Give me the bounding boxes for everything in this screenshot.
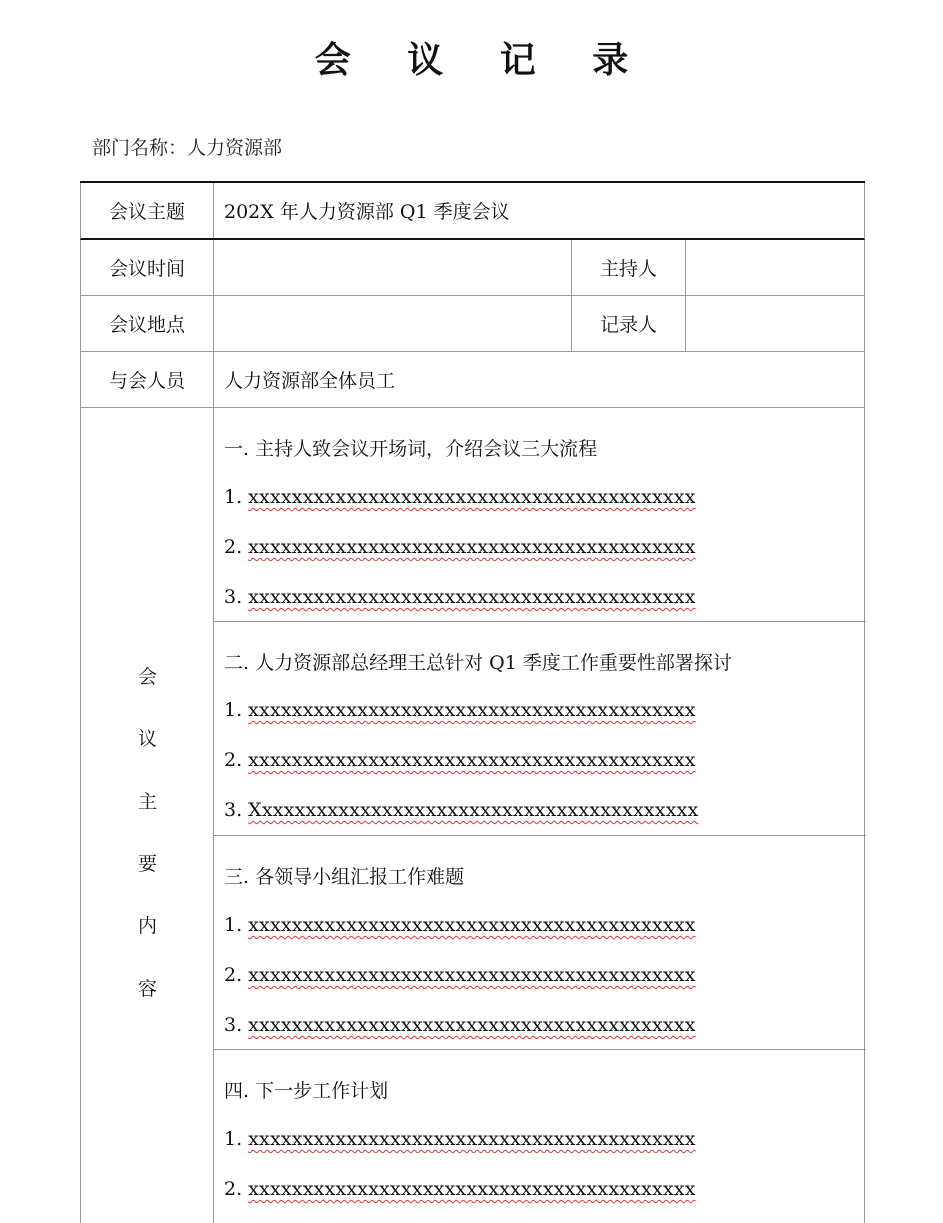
page-title: 会 议 记 录	[314, 40, 651, 81]
item-text[interactable]: xxxxxxxxxxxxxxxxxxxxxxxxxxxxxxxxxxxxxxxxx	[248, 1014, 696, 1036]
item-text[interactable]: xxxxxxxxxxxxxxxxxxxxxxxxxxxxxxxxxxxxxxxxx	[248, 586, 696, 608]
item-text[interactable]: xxxxxxxxxxxxxxxxxxxxxxxxxxxxxxxxxxxxxxxxx	[248, 486, 696, 508]
list-item[interactable]	[224, 1014, 696, 1036]
item-text[interactable]: xxxxxxxxxxxxxxxxxxxxxxxxxxxxxxxxxxxxxxxxx	[248, 536, 696, 558]
time-row	[80, 240, 865, 296]
meeting-record-table	[80, 181, 865, 1221]
list-item[interactable]	[224, 914, 696, 936]
list-item[interactable]	[224, 486, 696, 508]
section-heading[interactable]: 一. 主持人致会议开场词，介绍会议三大流程	[224, 438, 598, 460]
department-label: 部门名称：	[92, 137, 188, 159]
attendees-row	[80, 352, 865, 408]
item-text[interactable]: xxxxxxxxxxxxxxxxxxxxxxxxxxxxxxxxxxxxxxxxx	[248, 1128, 696, 1150]
section-heading[interactable]: 四. 下一步工作计划	[224, 1080, 389, 1102]
attendees-value[interactable]: 人力资源部全体员工	[224, 370, 396, 392]
content-label-char: 会	[137, 666, 157, 688]
item-text[interactable]: xxxxxxxxxxxxxxxxxxxxxxxxxxxxxxxxxxxxxxxxx	[248, 699, 696, 721]
recorder-value[interactable]	[686, 296, 866, 351]
content-label-char: 容	[137, 978, 157, 1000]
item-number: 1.	[224, 699, 243, 721]
list-item[interactable]	[224, 536, 696, 558]
item-number: 3.	[224, 586, 243, 608]
time-label: 会议时间	[81, 240, 214, 295]
content-section	[214, 836, 866, 1050]
content-section	[214, 408, 866, 622]
list-item[interactable]	[224, 1178, 696, 1200]
department-line	[92, 133, 282, 160]
section-heading[interactable]: 二. 人力资源部总经理王总针对 Q1 季度工作重要性部署探讨	[224, 652, 732, 674]
item-number: 2.	[224, 964, 243, 986]
item-number: 3.	[224, 1014, 243, 1036]
content-label-char: 要	[137, 853, 157, 875]
item-number: 2.	[224, 749, 243, 771]
item-number: 1.	[224, 1128, 243, 1150]
content-label-char: 议	[137, 728, 157, 750]
place-row	[80, 296, 865, 352]
item-number: 2.	[224, 1178, 243, 1200]
list-item[interactable]	[224, 586, 696, 608]
time-value[interactable]	[214, 240, 572, 295]
item-text[interactable]: xxxxxxxxxxxxxxxxxxxxxxxxxxxxxxxxxxxxxxxxx	[248, 1178, 696, 1200]
item-text[interactable]: xxxxxxxxxxxxxxxxxxxxxxxxxxxxxxxxxxxxxxxxx	[248, 914, 696, 936]
content-section	[214, 622, 866, 836]
content-label-char: 主	[137, 791, 157, 813]
place-value[interactable]	[214, 296, 572, 351]
place-label: 会议地点	[81, 296, 214, 351]
list-item[interactable]	[224, 699, 696, 721]
section-heading[interactable]: 三. 各领导小组汇报工作难题	[224, 866, 465, 888]
list-item[interactable]	[224, 749, 696, 771]
attendees-label: 与会人员	[81, 352, 214, 407]
list-item[interactable]	[224, 799, 698, 821]
item-number: 1.	[224, 486, 243, 508]
host-label: 主持人	[572, 240, 686, 295]
item-number: 1.	[224, 914, 243, 936]
content-row	[80, 408, 865, 1223]
department-value[interactable]: 人力资源部	[187, 137, 283, 159]
content-label-char: 内	[137, 915, 157, 937]
list-item[interactable]	[224, 964, 696, 986]
item-text[interactable]: xxxxxxxxxxxxxxxxxxxxxxxxxxxxxxxxxxxxxxxxx	[248, 964, 696, 986]
topic-value[interactable]: 202X 年人力资源部 Q1 季度会议	[224, 201, 510, 223]
topic-label: 会议主题	[81, 183, 214, 238]
item-text[interactable]: Xxxxxxxxxxxxxxxxxxxxxxxxxxxxxxxxxxxxxxxxx	[248, 799, 699, 821]
content-label	[81, 408, 214, 1223]
item-number: 2.	[224, 536, 243, 558]
list-item[interactable]	[224, 1128, 696, 1150]
item-number: 3.	[224, 799, 243, 821]
content-section	[214, 1050, 866, 1223]
topic-row	[80, 183, 865, 240]
host-value[interactable]	[686, 240, 866, 295]
recorder-label: 记录人	[572, 296, 686, 351]
item-text[interactable]: xxxxxxxxxxxxxxxxxxxxxxxxxxxxxxxxxxxxxxxxx	[248, 749, 696, 771]
